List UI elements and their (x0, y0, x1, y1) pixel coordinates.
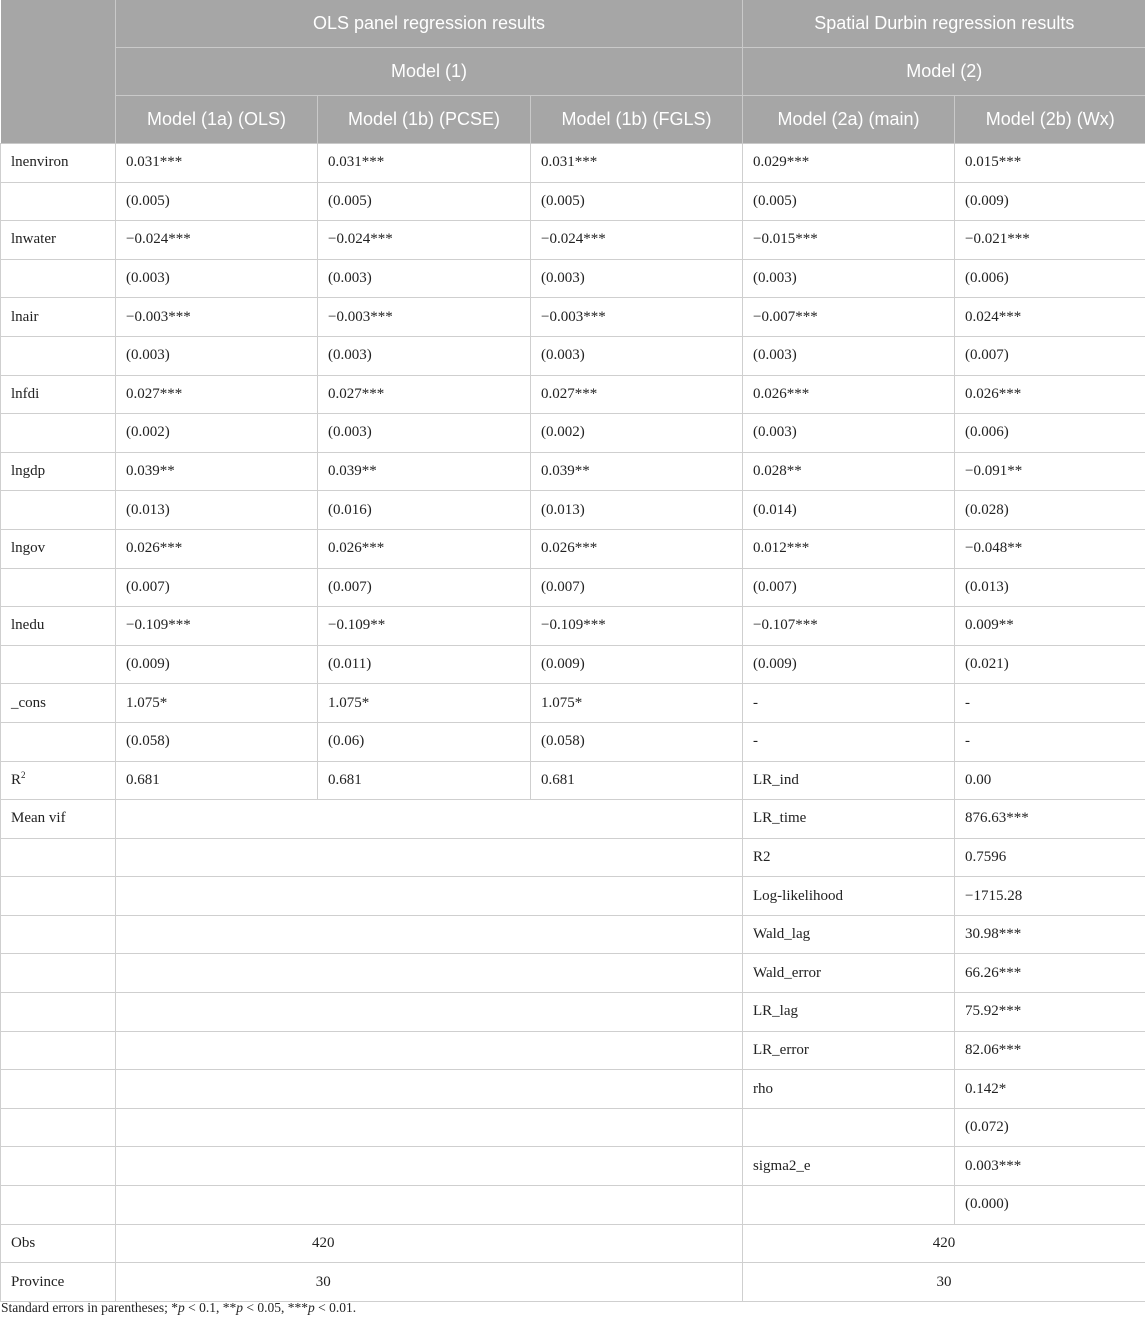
value-cell: 0.681 (318, 761, 531, 800)
header-col-2a: Model (2a) (main) (743, 96, 955, 144)
value-cell: (0.028) (955, 491, 1145, 530)
value-cell: (0.003) (743, 336, 955, 375)
value-cell: (0.003) (318, 336, 531, 375)
table-row (1, 877, 1145, 916)
value-cell: (0.005) (743, 182, 955, 221)
table-row (1, 298, 1145, 337)
stat-name: sigma2_e (743, 1147, 955, 1186)
header-group-ols: OLS panel regression results (116, 0, 743, 48)
ols-merged-value: 420 (116, 1224, 531, 1263)
stat-name: LR_time (743, 800, 955, 839)
value-cell: 0.027*** (116, 375, 318, 414)
footnote-text: < 0.05, *** (242, 1300, 308, 1315)
table-row (1, 221, 1145, 260)
stat-value: 66.26*** (955, 954, 1145, 993)
r2-label-base: R (11, 771, 22, 788)
value-cell: 0.031*** (531, 144, 743, 183)
value-cell: (0.002) (116, 414, 318, 453)
value-cell: 0.031*** (318, 144, 531, 183)
header-col-2b: Model (2b) (Wx) (955, 96, 1145, 144)
table-row (1, 414, 1145, 453)
header-corner (1, 0, 116, 144)
value-cell: (0.007) (318, 568, 531, 607)
value-cell: −0.091** (955, 452, 1145, 491)
row-label: lnenviron (1, 144, 116, 183)
table-row (1, 993, 1145, 1032)
stat-value: −1715.28 (955, 877, 1145, 916)
value-cell: 0.026*** (318, 529, 531, 568)
row-label (1, 414, 116, 453)
value-cell: −0.021*** (955, 221, 1145, 260)
table-row (1, 1031, 1145, 1070)
sdm-merged-value: 30 (743, 1263, 1145, 1302)
empty-cell (531, 877, 743, 916)
table-row (1, 1070, 1145, 1109)
value-cell: (0.003) (743, 414, 955, 453)
value-cell: (0.014) (743, 491, 955, 530)
value-cell: (0.013) (955, 568, 1145, 607)
value-cell: 0.039** (318, 452, 531, 491)
row-label (1, 1186, 116, 1225)
value-cell: (0.005) (318, 182, 531, 221)
value-cell: −0.048** (955, 529, 1145, 568)
value-cell: (0.007) (743, 568, 955, 607)
row-label (1, 722, 116, 761)
value-cell: 0.024*** (955, 298, 1145, 337)
value-cell: (0.009) (531, 645, 743, 684)
value-cell: 1.075* (531, 684, 743, 723)
value-cell: (0.009) (116, 645, 318, 684)
value-cell: 0.039** (531, 452, 743, 491)
value-cell: 0.026*** (743, 375, 955, 414)
table-row (1, 1147, 1145, 1186)
row-label: Obs (1, 1224, 116, 1263)
value-cell: −0.107*** (743, 607, 955, 646)
table-row (1, 722, 1145, 761)
value-cell: (0.003) (318, 414, 531, 453)
value-cell: −0.024*** (531, 221, 743, 260)
sdm-merged-value: 420 (743, 1224, 1145, 1263)
stat-name (743, 1108, 955, 1147)
value-cell: (0.007) (531, 568, 743, 607)
table-row (1, 915, 1145, 954)
row-label (1, 838, 116, 877)
empty-cell (116, 1186, 531, 1225)
stat-value: 0.7596 (955, 838, 1145, 877)
empty-cell (116, 838, 531, 877)
empty-cell (531, 993, 743, 1032)
stat-value: 82.06*** (955, 1031, 1145, 1070)
header-group-sdm: Spatial Durbin regression results (743, 0, 1145, 48)
footnote-text: < 0.1, ** (184, 1300, 237, 1315)
empty-cell (531, 800, 743, 839)
value-cell: (0.003) (531, 259, 743, 298)
table-row (1, 800, 1145, 839)
row-label: Mean vif (1, 800, 116, 839)
empty-cell (531, 1147, 743, 1186)
value-cell: 0.012*** (743, 529, 955, 568)
value-cell: 0.009** (955, 607, 1145, 646)
row-label: lnfdi (1, 375, 116, 414)
empty-cell (531, 1186, 743, 1225)
empty-cell (531, 1031, 743, 1070)
value-cell: - (743, 684, 955, 723)
row-label: lnedu (1, 607, 116, 646)
row-label: _cons (1, 684, 116, 723)
value-cell: - (955, 722, 1145, 761)
value-cell: −0.109** (318, 607, 531, 646)
empty-cell (116, 993, 531, 1032)
table-row (1, 838, 1145, 877)
value-cell: - (743, 722, 955, 761)
value-cell: −0.024*** (116, 221, 318, 260)
value-cell: 0.681 (116, 761, 318, 800)
table-row (1, 375, 1145, 414)
footnote-prefix: Standard errors in parentheses; * (1, 1300, 178, 1315)
table-row (1, 336, 1145, 375)
stat-value: 0.003*** (955, 1147, 1145, 1186)
value-cell: 1.075* (318, 684, 531, 723)
table-row (1, 568, 1145, 607)
row-label: lnwater (1, 221, 116, 260)
footnote-p: p (236, 1300, 243, 1315)
header-model-2: Model (2) (743, 48, 1145, 96)
table-row (1, 1186, 1145, 1225)
value-cell: 0.027*** (531, 375, 743, 414)
row-label (1, 993, 116, 1032)
stat-name: Wald_error (743, 954, 955, 993)
empty-cell (531, 838, 743, 877)
value-cell: (0.003) (116, 336, 318, 375)
value-cell: (0.058) (531, 722, 743, 761)
empty-cell (116, 800, 531, 839)
header-col-1b-pcse: Model (1b) (PCSE) (318, 96, 531, 144)
value-cell: (0.006) (955, 259, 1145, 298)
row-label (1, 915, 116, 954)
value-cell: −0.003*** (318, 298, 531, 337)
value-cell: (0.013) (531, 491, 743, 530)
header-model-1: Model (1) (116, 48, 743, 96)
row-label: lnair (1, 298, 116, 337)
table-row (1, 452, 1145, 491)
stat-name: LR_lag (743, 993, 955, 1032)
stat-name: rho (743, 1070, 955, 1109)
table-row (1, 529, 1145, 568)
value-cell: −0.109*** (531, 607, 743, 646)
value-cell: (0.005) (531, 182, 743, 221)
row-label (1, 336, 116, 375)
row-label (1, 645, 116, 684)
value-cell: 0.039** (116, 452, 318, 491)
table-row (1, 645, 1145, 684)
value-cell: (0.003) (116, 259, 318, 298)
value-cell: LR_ind (743, 761, 955, 800)
table-row (1, 491, 1145, 530)
table-row (1, 684, 1145, 723)
value-cell: (0.058) (116, 722, 318, 761)
value-cell: 0.029*** (743, 144, 955, 183)
stat-name: LR_error (743, 1031, 955, 1070)
value-cell: −0.003*** (116, 298, 318, 337)
row-label: Province (1, 1263, 116, 1302)
row-label (1, 1031, 116, 1070)
stat-value: (0.072) (955, 1108, 1145, 1147)
table-row (1, 144, 1145, 183)
value-cell: −0.003*** (531, 298, 743, 337)
value-cell: 0.031*** (116, 144, 318, 183)
empty-cell (531, 1224, 743, 1263)
table-row (1, 182, 1145, 221)
value-cell: (0.003) (318, 259, 531, 298)
value-cell: −0.109*** (116, 607, 318, 646)
value-cell: (0.009) (955, 182, 1145, 221)
value-cell: 0.028** (743, 452, 955, 491)
value-cell: 0.681 (531, 761, 743, 800)
row-label (1, 182, 116, 221)
empty-cell (116, 877, 531, 916)
footnote-text: < 0.01. (314, 1300, 357, 1315)
row-label: lngdp (1, 452, 116, 491)
value-cell: (0.016) (318, 491, 531, 530)
row-label: lngov (1, 529, 116, 568)
empty-cell (531, 915, 743, 954)
row-label (1, 568, 116, 607)
row-label (1, 1108, 116, 1147)
empty-cell (116, 954, 531, 993)
value-cell: (0.06) (318, 722, 531, 761)
row-label (1, 1147, 116, 1186)
value-cell: 0.015*** (955, 144, 1145, 183)
table-row (1, 761, 1145, 800)
row-label (1, 761, 116, 800)
table-header (1, 0, 1145, 144)
stat-value: (0.000) (955, 1186, 1145, 1225)
value-cell: (0.007) (955, 336, 1145, 375)
footnote-p: p (307, 1300, 315, 1315)
table-row (1, 1224, 1145, 1263)
footnote-p: p (177, 1300, 185, 1315)
empty-cell (531, 954, 743, 993)
value-cell: (0.013) (116, 491, 318, 530)
row-label (1, 877, 116, 916)
value-cell: (0.011) (318, 645, 531, 684)
value-cell: 0.027*** (318, 375, 531, 414)
header-col-1a: Model (1a) (OLS) (116, 96, 318, 144)
stat-value: 0.142* (955, 1070, 1145, 1109)
row-label (1, 954, 116, 993)
table-body (1, 144, 1145, 1302)
ols-merged-value: 30 (116, 1263, 531, 1302)
empty-cell (531, 1263, 743, 1302)
empty-cell (116, 1031, 531, 1070)
value-cell: (0.002) (531, 414, 743, 453)
value-cell: −0.024*** (318, 221, 531, 260)
header-col-1b-fgls: Model (1b) (FGLS) (531, 96, 743, 144)
stat-name (743, 1186, 955, 1225)
value-cell: (0.003) (743, 259, 955, 298)
empty-cell (531, 1108, 743, 1147)
value-cell: −0.015*** (743, 221, 955, 260)
stat-name: Log-likelihood (743, 877, 955, 916)
value-cell: 0.00 (955, 761, 1145, 800)
table-row (1, 1263, 1145, 1302)
value-cell: (0.006) (955, 414, 1145, 453)
table-footnote (1, 1300, 356, 1316)
table-row (1, 607, 1145, 646)
row-label (1, 259, 116, 298)
table-row (1, 954, 1145, 993)
stat-value: 75.92*** (955, 993, 1145, 1032)
value-cell: 1.075* (116, 684, 318, 723)
value-cell: −0.007*** (743, 298, 955, 337)
stat-name: Wald_lag (743, 915, 955, 954)
table-row (1, 1108, 1145, 1147)
stat-value: 30.98*** (955, 915, 1145, 954)
stat-name: R2 (743, 838, 955, 877)
stat-value: 876.63*** (955, 800, 1145, 839)
empty-cell (531, 1070, 743, 1109)
value-cell: (0.005) (116, 182, 318, 221)
empty-cell (116, 1108, 531, 1147)
value-cell: (0.009) (743, 645, 955, 684)
value-cell: (0.021) (955, 645, 1145, 684)
value-cell: (0.003) (531, 336, 743, 375)
empty-cell (116, 915, 531, 954)
value-cell: - (955, 684, 1145, 723)
row-label (1, 491, 116, 530)
value-cell: 0.026*** (955, 375, 1145, 414)
table-row (1, 259, 1145, 298)
row-label (1, 1070, 116, 1109)
value-cell: 0.026*** (116, 529, 318, 568)
r2-label-sup: 2 (21, 769, 26, 780)
empty-cell (116, 1070, 531, 1109)
value-cell: (0.007) (116, 568, 318, 607)
empty-cell (116, 1147, 531, 1186)
value-cell: 0.026*** (531, 529, 743, 568)
